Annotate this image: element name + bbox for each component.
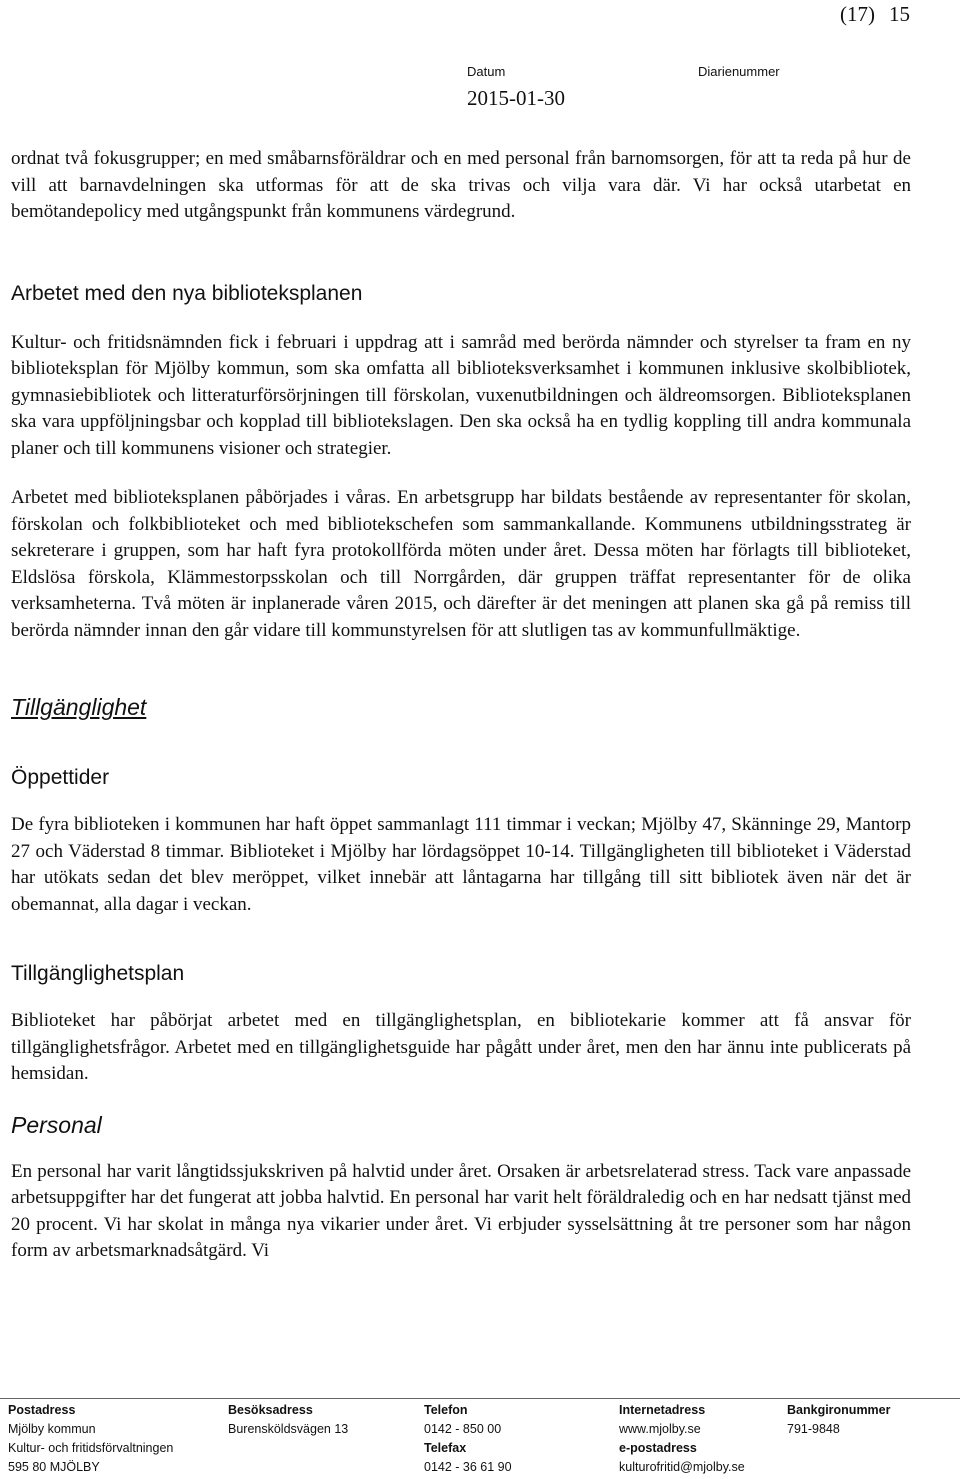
postadress-line3: 595 80 MJÖLBY: [8, 1460, 100, 1474]
page-number: [840, 2, 910, 27]
tillganglighetsplan-paragraph: Biblioteket har påbörjat arbetet med en tillgänglighetsplan, en bibliotekarie kommer att få ansvar för tillgänglighetsfrågor. Arbetet med en tillgänglighetsguide har pågått under året, men den har ännu inte publicerats på hemsidan.: [11, 1010, 911, 1084]
epost-label: e-postadress: [619, 1441, 697, 1455]
besoksadress-value: Burensköldsvägen 13: [228, 1422, 349, 1436]
postadress-line1: Mjölby kommun: [8, 1422, 96, 1436]
internet-label: Internetadress: [619, 1403, 706, 1417]
bankgiro-label: Bankgironummer: [787, 1403, 891, 1417]
date-label: Datum: [467, 64, 506, 79]
page-current: 15: [889, 2, 910, 26]
biblioteksplan-paragraph-2: Arbetet med biblioteksplanen påbörjades i våras. En arbetsgrupp har bildats bestående av representanter för skolan, förskolan och folkbiblioteket och med bibliotekschefen som sammankallande. Kommunens utbildningsstrateg är sekreterare i gruppen, som har haft fyra protokollförda möten under året. Dessa möten har förlagts till biblioteket, Eldslösa förskola, Klämmestorpsskolan och till Norrgården, där gruppen träffat representanter för de olika verksamheterna. Två möten är inplanerade våren 2015, och därefter är det meningen att planen ska gå på remiss till berörda nämnder innan den går vidare till kommunstyrelsen för att slutligen tas av kommunfullmäktige.: [11, 487, 911, 641]
diary-label: Diarienummer: [698, 64, 780, 79]
page-total: (17): [840, 2, 875, 26]
telefax-label: Telefax: [424, 1441, 467, 1455]
internet-value[interactable]: www.mjolby.se: [619, 1422, 701, 1436]
biblioteksplan-heading: Arbetet med den nya biblioteksplanen: [11, 281, 363, 305]
date-value: 2015-01-30: [467, 86, 565, 110]
besoksadress-label: Besöksadress: [228, 1403, 313, 1417]
personal-paragraph: En personal har varit långtidssjukskriven på halvtid under året. Orsaken är arbetsrelaterad stress. Tack vare anpassade arbetsuppgifter har det fungerat att jobba halvtid. En personal har varit helt föräldraledig och en har nedsatt tjänst med 20 procent. Vi har skolat in många nya vikarier under året. Vi erbjuder sysselsättning åt tre personer som har någon form av arbetsmarknadsåtgärd. Vi: [11, 1160, 911, 1261]
tillganglighetsplan-heading: Tillgänglighetsplan: [11, 962, 185, 985]
biblioteksplan-paragraph-1: Kultur- och fritidsnämnden fick i februari i uppdrag att i samråd med berörda nämnder och styrelser ta fram en ny biblioteksplan för Mjölby kommun, som ska omfatta all biblioteksverksamhet i kommunen inklusive skolbibliotek, gymnasiebibliotek och litteraturförsörjningen till förskolan, vuxenutbildningen och äldreomsorgen. Biblioteksplanen ska vara uppföljningsbar och kopplad till bibliotekslagen. Den ska också ha en tydlig koppling till andra kommunala planer och till kommunens visioner och strategier.: [11, 331, 911, 459]
postadress-label: Postadress: [8, 1403, 76, 1417]
personal-heading: Personal: [11, 1111, 102, 1138]
epost-value[interactable]: kulturofritid@mjolby.se: [619, 1460, 745, 1474]
intro-paragraph: ordnat två fokusgrupper; en med småbarnsföräldrar och en med personal från barnomsorgen, för att ta reda på hur de vill att barnavdelningen ska utformas för att de ska trivas och vilja vara där. Vi har också utarbetat en bemötandepolicy med utgångspunkt från kommunens värdegrund.: [11, 148, 911, 222]
oppettider-paragraph: De fyra biblioteken i kommunen har haft öppet sammanlagt 111 timmar i veckan; Mjölby 47, Skänninge 29, Mantorp 27 och Väderstad 8 timmar. Biblioteket i Mjölby har lördagsöppet 10-14. Tillgängligheten till biblioteket i Väderstad har utökats sedan det blev meröppet, vilket innebär att låntagarna har tillgång till sitt bibliotek även när det är obemannat, alla dagar i veckan.: [11, 814, 911, 915]
oppettider-heading: Öppettider: [11, 766, 110, 789]
telefax-value: 0142 - 36 61 90: [424, 1460, 512, 1474]
tillganglighet-heading: Tillgänglighet: [11, 694, 147, 720]
bankgiro-value: 791-9848: [787, 1422, 840, 1436]
postadress-line2: Kultur- och fritidsförvaltningen: [8, 1441, 174, 1455]
document-body: [11, 146, 911, 1265]
telefon-label: Telefon: [424, 1403, 468, 1417]
telefon-value: 0142 - 850 00: [424, 1422, 502, 1436]
page-footer: [0, 1398, 960, 1474]
